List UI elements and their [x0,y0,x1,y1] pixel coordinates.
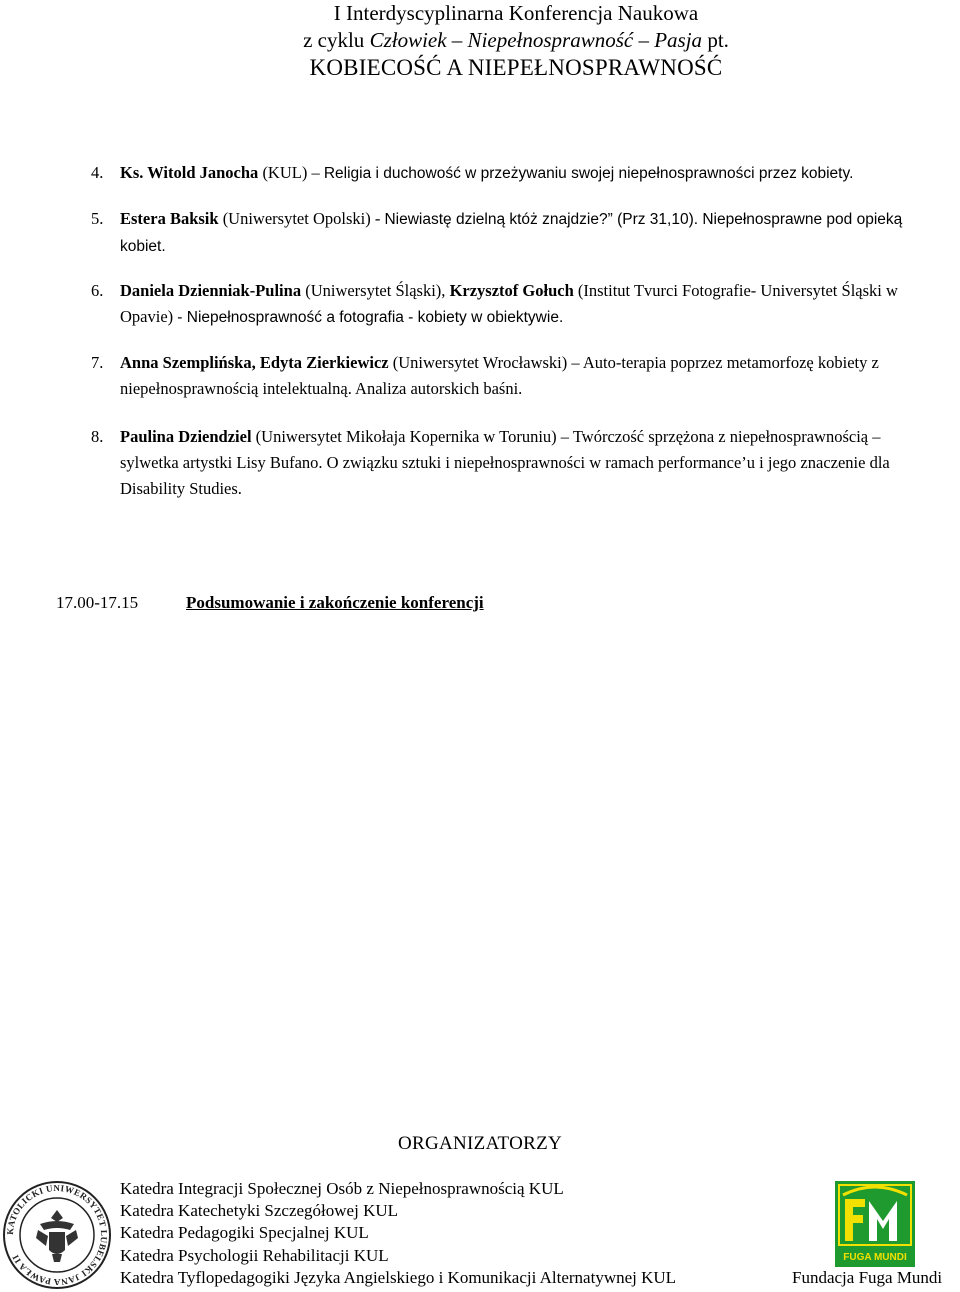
talk-number: 4. [91,163,104,182]
organizer-item: Katedra Integracji Społecznej Osób z Niepełnosprawnością KUL [120,1179,564,1198]
fuga-mundi-logo [835,1181,915,1267]
closing-session [56,590,484,616]
session-time: 17.00-17.15 [56,593,139,612]
conference-header [236,0,796,81]
talk-number: 8. [91,427,104,446]
talk-author-1: Daniela Dzienniak-Pulina [120,281,302,300]
seal-lettering: KATOLICKI UNIWERSYTET LUBELSKI JANA PAWŁA II [4,1182,110,1288]
organizers-list [120,1178,676,1289]
talk-title: Auto-terapia poprzez metamorfozę kobiety z niepełnosprawnością intelektualną. Analiza autorskich baśni. [120,353,879,398]
talk-authors: Estera Baksik [120,209,219,228]
talk-item-5 [91,206,940,260]
talk-item-8 [91,424,940,502]
talk-number: 6. [91,281,104,300]
organizers-heading: ORGANIZATORZY [398,1133,562,1154]
series-name: Człowiek – Niepełnosprawność – Pasja [369,28,703,52]
talk-item-6 [91,278,940,331]
talk-number: 7. [91,353,104,372]
talk-affiliation: (Uniwersytet Opolski) - [218,209,385,228]
talk-authors: Paulina Dziendziel [120,427,252,446]
partner-foundation: Fundacja Fuga Mundi [792,1268,943,1287]
talk-item-4 [91,160,940,187]
session-title: Podsumowanie i zakończenie konferencji [186,593,484,612]
talk-affiliation: (Uniwersytet Wrocławski) – [388,353,583,372]
talk-item-7 [91,350,940,402]
talk-title: Religia i duchowość w przeżywaniu swojej niepełnosprawności przez kobiety. [323,165,854,182]
talk-affiliation: (KUL) – [258,163,324,182]
talk-affiliation-1: (Uniwersytet Śląski), [301,281,450,300]
talk-authors: Ks. Witold Janocha [120,163,259,182]
talk-title: - Niepełnosprawność a fotografia - kobiety w obiektywie. [177,309,564,326]
conference-title: I Interdyscyplinarna Konferencja Naukowa [333,1,699,25]
organizer-item: Katedra Katechetyki Szczegółowej KUL [120,1201,399,1221]
talk-title: Niewiastę dzielną któż znajdzie?” (Prz 31,10). Niepełnosprawne pod opieką kobiet. [120,211,903,255]
talk-affiliation-2: (Institut Tvurci Fotografie- Universytet Śląski w Opavie) [120,281,898,326]
talk-author-2: Krzysztof Gołuch [449,281,574,300]
talk-affiliation: (Uniwersytet Mikołaja Kopernika w Toruniu) – [251,427,573,446]
organizer-item: Katedra Tyflopedagogiki Języka Angielskiego i Komunikacji Alternatywnej KUL [120,1267,677,1287]
talk-authors: Anna Szemplińska, Edyta Zierkiewicz [120,353,389,372]
talk-title: Twórczość sprzężona z niepełnosprawnością – sylwetka artystki Lisy Bufano. O związku sztuki i niepełnosprawności w ramach performance’u i jego znaczenie dla Disability Studies. [120,427,890,498]
talk-number: 5. [91,209,104,228]
kul-seal-logo [2,1180,112,1290]
logo-lettering: FUGA MUNDI [843,1252,907,1263]
conference-series: z cyklu Człowiek – Niepełnosprawność – Pasja pt. [303,28,729,52]
organizer-item: Katedra Pedagogiki Specjalnej KUL [120,1223,369,1243]
organizer-item: Katedra Psychologii Rehabilitacji KUL [120,1245,389,1265]
conference-theme: KOBIECOŚĆ A NIEPEŁNOSPRAWNOŚĆ [309,55,723,80]
